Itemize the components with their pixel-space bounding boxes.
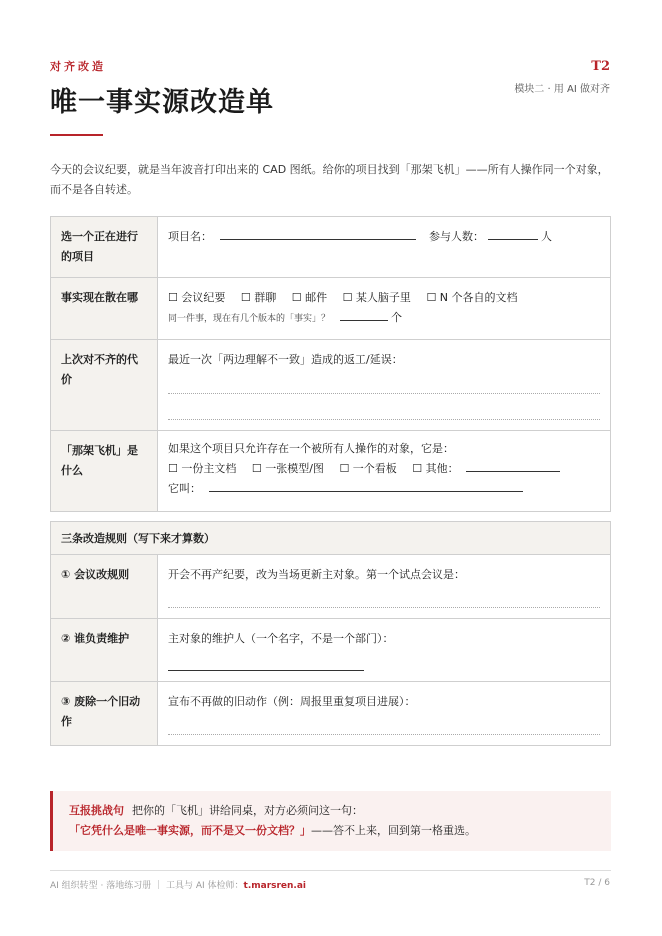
cost-prompt: 最近一次「两边理解不一致」造成的返工/延误： <box>168 353 403 366</box>
section-kicker: 对齐改造 <box>50 60 106 73</box>
scattered-fields <box>158 278 611 340</box>
people-unit: 人 <box>541 230 552 243</box>
table-row <box>51 217 611 278</box>
footer-divider <box>50 870 611 871</box>
airplane-prompt: 如果这个项目只允许存在一个被所有人操作的对象，它是： <box>168 442 454 455</box>
checkbox-email[interactable]: ☐ 邮件 <box>291 291 328 304</box>
versions-unit: 个 <box>391 311 403 324</box>
project-name-field[interactable] <box>220 228 416 240</box>
project-name-label: 项目名： <box>168 230 212 243</box>
rule-fields-abolish <box>158 682 611 746</box>
rules-table <box>50 521 611 746</box>
table-row <box>51 619 611 682</box>
checkbox-n-documents[interactable]: ☐ N 个各自的文档 <box>426 291 518 304</box>
challenge-after: ——答不上来，回到第一格重选。 <box>311 824 476 837</box>
intro-paragraph: 今天的会议纪要，就是当年波音打印出来的 CAD 图纸。给你的项目找到「那架飞机」——所有人操作同一个对象，而不是各自转述。 <box>50 163 609 196</box>
challenge-callout <box>50 791 611 851</box>
table-row <box>51 278 611 340</box>
people-count-label: 参与人数： <box>429 230 484 243</box>
row-label-airplane: 「那架飞机」是什么 <box>51 431 158 512</box>
table-row <box>51 555 611 619</box>
checkbox-meeting-notes[interactable]: ☐ 会议纪要 <box>168 291 226 304</box>
people-count-field[interactable] <box>488 228 538 240</box>
answer-line[interactable] <box>168 734 600 735</box>
table-row <box>51 431 611 512</box>
table-row <box>51 682 611 746</box>
table-row <box>51 340 611 431</box>
rule-label-owner: ② 谁负责维护 <box>51 619 158 682</box>
footer-link[interactable]: t.marsren.ai <box>243 881 307 891</box>
project-fields <box>158 217 611 278</box>
worksheet-code: T2 <box>591 59 610 74</box>
challenge-tag: 互报挑战句 <box>69 804 124 817</box>
challenge-quote: 「它凭什么是唯一事实源，而不是又一份文档？」 <box>69 824 311 837</box>
title-accent-rule <box>50 134 103 136</box>
project-worksheet-table <box>50 216 611 512</box>
checkbox-board[interactable]: ☐ 一个看板 <box>339 462 397 475</box>
rules-heading: 三条改造规则（写下来才算数） <box>51 522 611 555</box>
answer-line[interactable] <box>168 393 600 394</box>
footer-label: AI 组织转型 · 落地练习册 ｜ 工具与 AI 体检师： <box>50 881 244 891</box>
checkbox-group-chat[interactable]: ☐ 群聊 <box>240 291 277 304</box>
checkbox-other[interactable]: ☐ 其他： <box>412 462 459 475</box>
rule-label-abolish: ③ 废除一个旧动作 <box>51 682 158 746</box>
rule-label-meeting: ① 会议改规则 <box>51 555 158 619</box>
page-number: T2 / 6 <box>584 878 610 888</box>
module-label: 模块二 · 用 AI 做对齐 <box>514 84 610 95</box>
rule-fields-meeting <box>158 555 611 619</box>
airplane-name-label: 它叫： <box>168 482 201 495</box>
answer-line[interactable] <box>168 607 600 608</box>
row-label-cost: 上次对不齐的代价 <box>51 340 158 431</box>
checkbox-someones-head[interactable]: ☐ 某人脑子里 <box>342 291 411 304</box>
row-label-scattered: 事实现在散在哪 <box>51 278 158 340</box>
rule-text-owner: 主对象的维护人（一个名字，不是一个部门）： <box>168 632 394 645</box>
rule-text-abolish: 宣布不再做的旧动作（例：周报里重复项目进展）： <box>168 695 416 708</box>
airplane-fields <box>158 431 611 512</box>
owner-name-field[interactable] <box>168 659 364 671</box>
footer-text <box>50 878 306 891</box>
cost-fields <box>158 340 611 431</box>
checkbox-master-doc[interactable]: ☐ 一份主文档 <box>168 462 237 475</box>
versions-prompt: 同一件事，现在有几个版本的「事实」？ <box>168 314 331 324</box>
rule-fields-owner <box>158 619 611 682</box>
other-field[interactable] <box>466 460 560 472</box>
table-row <box>51 522 611 555</box>
airplane-name-field[interactable] <box>209 480 523 492</box>
checkbox-model[interactable]: ☐ 一张模型/图 <box>251 462 324 475</box>
versions-count-field[interactable] <box>340 309 388 321</box>
answer-line[interactable] <box>168 419 600 420</box>
page-title: 唯一事实源改造单 <box>50 87 274 118</box>
row-label-project: 选一个正在进行的项目 <box>51 217 158 278</box>
rule-text-meeting: 开会不再产纪要，改为当场更新主对象。第一个试点会议是： <box>168 568 465 581</box>
challenge-before: 把你的「飞机」讲给同桌，对方必须问这一句： <box>132 804 363 817</box>
